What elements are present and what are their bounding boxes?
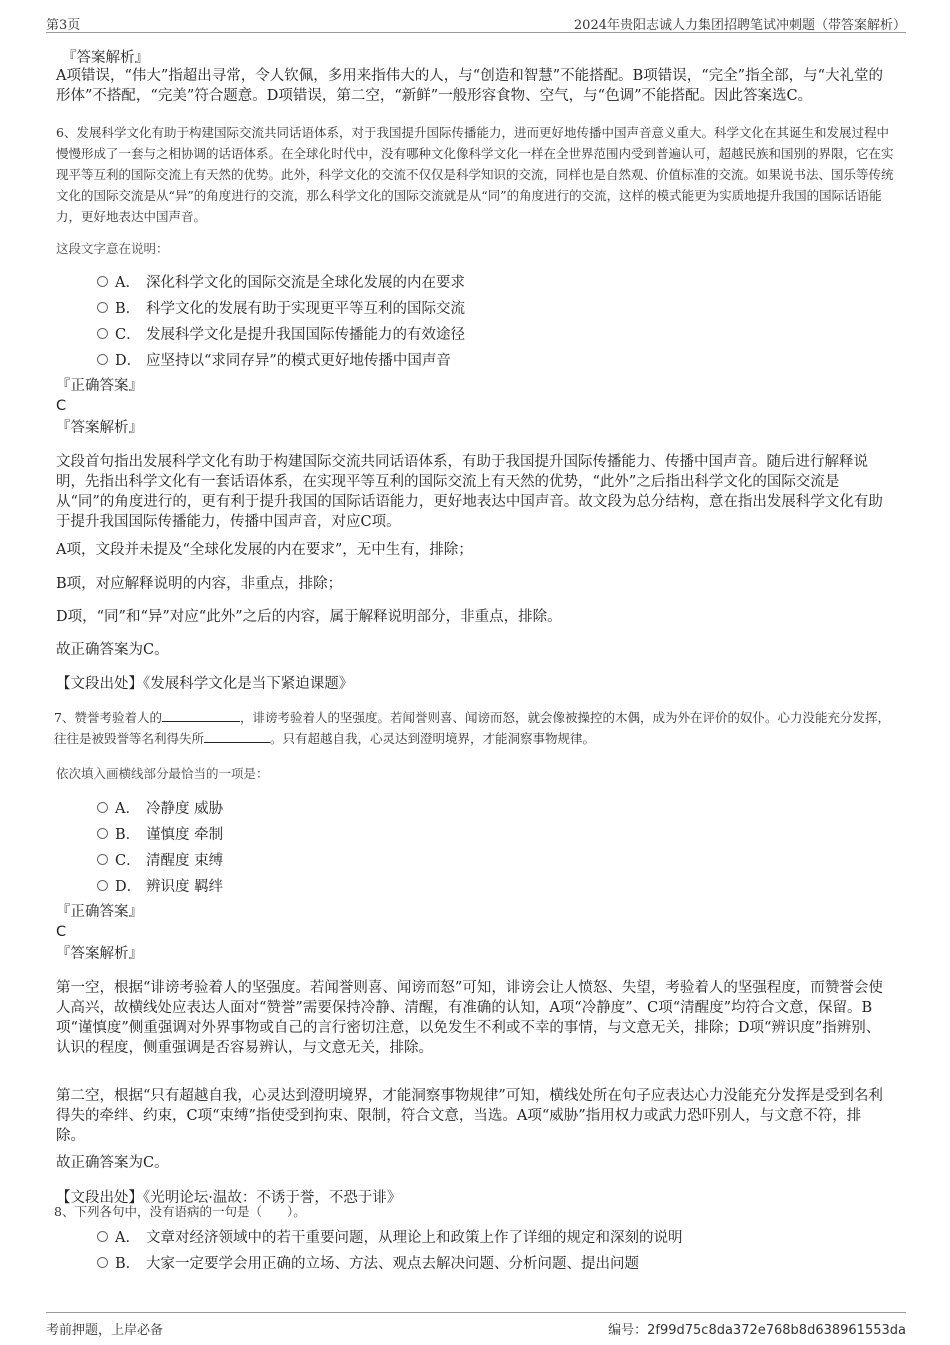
radio-button[interactable]: [97, 880, 108, 891]
question-7-source: 【文段出处】《光明论坛·温故：不诱于誉，不恐于诽》: [56, 1190, 402, 1206]
question-6-options: [56, 268, 856, 372]
question-8-text: 8、下列各句中，没有语病的一句是（ ）。: [54, 1204, 306, 1219]
option-d[interactable]: D． 应坚持以“求同存异”的模式更好地传播中国声音: [56, 346, 856, 372]
option-b[interactable]: B． 科学文化的发展有助于实现更平等互利的国际交流: [56, 294, 856, 320]
option-d[interactable]: D． 辨识度 羁绊: [56, 872, 856, 898]
question-7-analysis-p1: 第一空，根据“诽谤考验着人的坚强度。若闻誉则喜、闻谤而怒”可知，诽谤会让人愤怒、失望，考验着人的坚强程度，而赞誉会使人高兴，故横线处应表达人面对“赞誉”需要保持冷静、清醒，有准确的认知，A项“冷静度”、C项“清醒度”均符合文意，保留。B项“谨慎度”侧重强调对外界事物或自己的言行密切注意，以免发生不利或不幸的事情，与文意无关，排除；D项“辨识度”指辨别、认识的程度，侧重强调是否容易辨认，与文意无关，排除。: [56, 980, 883, 1056]
radio-button[interactable]: [97, 1231, 108, 1242]
question-8-options: [56, 1223, 856, 1275]
radio-button[interactable]: [97, 276, 108, 287]
prev-analysis-text: A项错误，“伟大”指超出寻常，令人钦佩，多用来指伟大的人，与“创造和智慧”不能搭配。B项错误，“完全”指全部，与“大礼堂的形体”不搭配，“完美”符合题意。D项错误，第二空，“新鲜”一般形容食物、空气，与“色调”不能搭配。因此答案选C。: [56, 68, 884, 104]
blank-1: [162, 721, 240, 722]
question-7-correct-label: 『正确答案』: [56, 904, 143, 920]
document-content: [54, 46, 896, 1272]
document-code: 编号：2f99d75c8da372e768b8d638961553da: [608, 1323, 906, 1338]
option-b[interactable]: B． 谨慎度 牵制: [56, 820, 856, 846]
question-6-text: 6、发展科学文化有助于构建国际交流共同话语体系，对于我国提升国际传播能力，进而更好地传播中国声音意义重大。科学文化在其诞生和发展过程中慢慢形成了一套与之相协调的话语体系。在全球化时代中，没有哪种文化像科学文化一样在全世界范围内受到普遍认可，超越民族和国别的界限，它在实现平等互利的国际交流上有天然的优势。此外，科学文化的交流不仅仅是科学知识的交流，同样也是自然观、价值标准的交流。如果说书法、国乐等传统文化的国际交流是从“异”的角度进行的交流，那么科学文化的国际交流就是从“同”的角度进行的交流，这样的模式能更为实质地提升我国的国际话语能力，更好地表达中国声音。: [56, 125, 894, 224]
option-c[interactable]: C． 清醒度 束缚: [56, 846, 856, 872]
radio-button[interactable]: [97, 328, 108, 339]
page-footer: [46, 1312, 906, 1337]
option-a[interactable]: A． 深化科学文化的国际交流是全球化发展的内在要求: [56, 268, 856, 294]
question-6-analysis-p4: D项，“同”和“异”对应“此外”之后的内容，属于解释说明部分，非重点，排除。: [56, 609, 562, 625]
option-a[interactable]: A． 冷静度 威胁: [56, 794, 856, 820]
radio-button[interactable]: [97, 802, 108, 813]
radio-button[interactable]: [97, 354, 108, 365]
question-6-analysis-p1: 文段首句指出发展科学文化有助于构建国际交流共同话语体系，有助于我国提升国际传播能力、传播中国声音。随后进行解释说明，先指出科学文化有一套话语体系，在实现平等互利的国际交流上有天然的优势，“此外”之后指出科学文化的国际交流是从“同”的角度进行的，更有利于提升我国的国际话语能力，更好地表达中国声音。故文段为总分结构，意在指出发展科学文化有助于提升我国国际传播能力，传播中国声音，对应C项。: [56, 454, 883, 530]
document-title: 2024年贵阳志诚人力集团招聘笔试冲刺题（带答案解析）: [573, 18, 906, 33]
question-7-correct-answer: C: [56, 924, 67, 940]
question-7-text: 7、赞誉考验着人的 ，诽谤考验着人的坚强度。若闻誉则喜、闻谤而怒，就会像被操控的木偶，成为外在评价的奴仆。心力没能充分发挥，往往是被毁誉等名利得失所 。只有超越自我，心灵达到澄明境界，才能洞察事物规律。: [54, 710, 890, 746]
option-b[interactable]: B． 大家一定要学会用正确的立场、方法、观点去解决问题、分析问题、提出问题: [56, 1249, 856, 1275]
option-c[interactable]: C． 发展科学文化是提升我国国际传播能力的有效途径: [56, 320, 856, 346]
question-6-analysis-p5: 故正确答案为C。: [56, 642, 169, 658]
radio-button[interactable]: [97, 828, 108, 839]
radio-button[interactable]: [97, 302, 108, 313]
question-7-analysis-p2: 第二空，根据“只有超越自我，心灵达到澄明境界，才能洞察事物规律”可知，横线处所在句子应表达心力没能充分发挥是受到名利得失的牵绊、约束，C项“束缚”指使受到拘束、限制，符合文意，当选。A项“威胁”指用权力或武力恐吓别人，与文意不符，排除。: [56, 1088, 883, 1144]
question-7-analysis-label: 『答案解析』: [56, 946, 143, 962]
question-6-prompt: 这段文字意在说明：: [56, 241, 169, 256]
question-7-options: [56, 794, 856, 898]
question-6-correct-answer: C: [56, 398, 67, 414]
question-6-analysis-p3: B项，对应解释说明的内容，非重点，排除；: [56, 576, 343, 592]
question-6-source: 【文段出处】《发展科学文化是当下紧迫课题》: [56, 676, 354, 692]
option-a[interactable]: A． 文章对经济领域中的若干重要问题，从理论上和政策上作了详细的规定和深刻的说明: [56, 1223, 856, 1249]
radio-button[interactable]: [97, 854, 108, 865]
question-7-analysis-p3: 故正确答案为C。: [56, 1155, 169, 1171]
question-7-prompt: 依次填入画横线部分最恰当的一项是：: [56, 766, 269, 781]
question-6-analysis-p2: A项，文段并未提及“全球化发展的内在要求”，无中生有，排除；: [56, 542, 473, 558]
question-6-analysis-label: 『答案解析』: [56, 420, 143, 436]
question-6-correct-label: 『正确答案』: [56, 378, 143, 394]
page-number: 第3页: [46, 18, 81, 33]
radio-button[interactable]: [97, 1257, 108, 1268]
footer-slogan: 考前押题，上岸必备: [46, 1323, 164, 1338]
blank-2: [204, 742, 270, 743]
page-header: [46, 10, 906, 33]
prev-analysis-label: 『答案解析』: [62, 50, 149, 66]
